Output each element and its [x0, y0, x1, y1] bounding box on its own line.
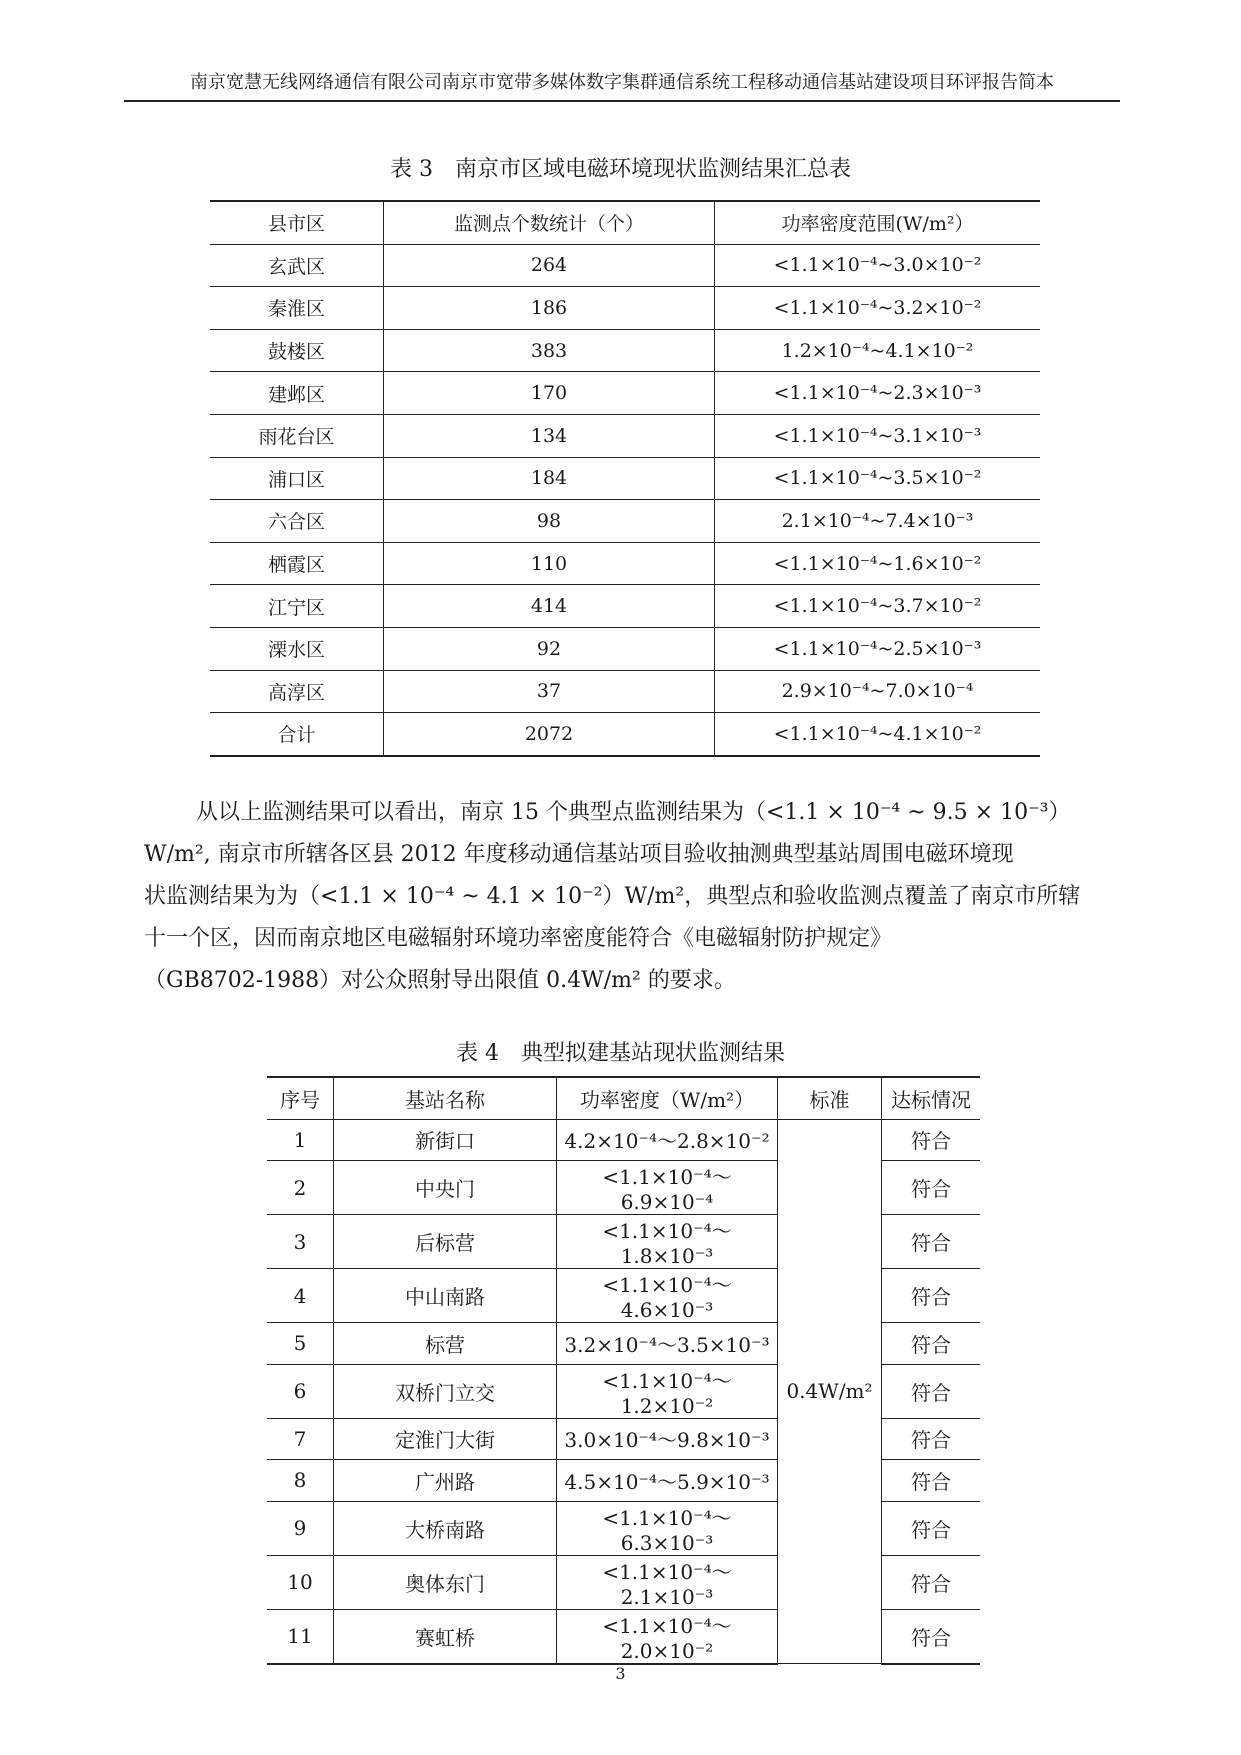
range-cell: 1.2×10⁻⁴~4.1×10⁻² [715, 329, 1041, 372]
status-cell: 符合 [882, 1555, 981, 1609]
range-cell: <1.1×10⁻⁴~3.1×10⁻³ [715, 414, 1041, 457]
base-station-monitoring-table [267, 1076, 980, 1665]
table-total-row [210, 713, 1040, 756]
range-cell: <1.1×10⁻⁴~3.5×10⁻² [715, 457, 1041, 500]
station-name-cell: 标营 [334, 1323, 557, 1365]
district-cell: 栖霞区 [210, 542, 384, 585]
paragraph-line: （GB8702-1988）对公众照射导出限值 0.4W/m² 的要求。 [144, 968, 736, 993]
station-name-cell: 中央门 [334, 1161, 557, 1215]
count-cell: 170 [384, 372, 715, 415]
column-header: 达标情况 [882, 1077, 981, 1119]
column-header: 序号 [267, 1077, 334, 1119]
range-cell: <1.1×10⁻⁴~3.7×10⁻² [715, 585, 1041, 628]
index-cell: 6 [267, 1364, 334, 1418]
station-name-cell: 广州路 [334, 1460, 557, 1502]
status-cell: 符合 [882, 1418, 981, 1460]
page-number: 3 [615, 1664, 626, 1683]
table-row [210, 329, 1040, 372]
status-cell: 符合 [882, 1501, 981, 1555]
district-cell: 建邺区 [210, 372, 384, 415]
range-cell: <1.1×10⁻⁴~2.5×10⁻³ [715, 627, 1041, 670]
density-cell: <1.1×10⁻⁴～6.3×10⁻³ [557, 1501, 778, 1555]
range-cell: <1.1×10⁻⁴~1.6×10⁻² [715, 542, 1041, 585]
station-name-cell: 奥体东门 [334, 1555, 557, 1609]
status-cell: 符合 [882, 1609, 981, 1664]
district-cell: 溧水区 [210, 627, 384, 670]
conclusion-paragraph [144, 792, 1106, 1002]
density-cell: 4.5×10⁻⁴～5.9×10⁻³ [557, 1460, 778, 1502]
density-cell: 3.0×10⁻⁴～9.8×10⁻³ [557, 1418, 778, 1460]
index-cell: 10 [267, 1555, 334, 1609]
district-cell: 高淳区 [210, 670, 384, 713]
column-header: 标准 [778, 1077, 882, 1119]
table-row [210, 500, 1040, 543]
status-cell: 符合 [882, 1269, 981, 1323]
table-row [210, 670, 1040, 713]
column-header: 监测点个数统计（个） [384, 201, 715, 244]
column-header: 县市区 [210, 201, 384, 244]
range-cell: <1.1×10⁻⁴~4.1×10⁻² [715, 713, 1041, 756]
count-cell: 92 [384, 627, 715, 670]
count-cell: 2072 [384, 713, 715, 756]
table-row [210, 457, 1040, 500]
district-monitoring-table [210, 200, 1040, 757]
column-header: 功率密度（W/m²） [557, 1077, 778, 1119]
count-cell: 110 [384, 542, 715, 585]
paragraph-line: W/m², 南京市所辖各区县 2012 年度移动通信基站项目验收抽测典型基站周围电磁环境现 [144, 842, 1014, 867]
table-row [210, 414, 1040, 457]
count-cell: 383 [384, 329, 715, 372]
district-cell: 雨花台区 [210, 414, 384, 457]
status-cell: 符合 [882, 1161, 981, 1215]
density-cell: <1.1×10⁻⁴～4.6×10⁻³ [557, 1269, 778, 1323]
index-cell: 4 [267, 1269, 334, 1323]
district-cell: 秦淮区 [210, 287, 384, 330]
index-cell: 8 [267, 1460, 334, 1502]
density-cell: <1.1×10⁻⁴～2.0×10⁻² [557, 1609, 778, 1664]
table-header-row [267, 1077, 980, 1119]
status-cell: 符合 [882, 1460, 981, 1502]
table-row [210, 542, 1040, 585]
station-name-cell: 大桥南路 [334, 1501, 557, 1555]
index-cell: 11 [267, 1609, 334, 1664]
column-header: 功率密度范围(W/m²） [715, 201, 1041, 244]
station-name-cell: 定淮门大街 [334, 1418, 557, 1460]
table-row [210, 287, 1040, 330]
status-cell: 符合 [882, 1323, 981, 1365]
index-cell: 3 [267, 1215, 334, 1269]
count-cell: 264 [384, 244, 715, 287]
station-name-cell: 双桥门立交 [334, 1364, 557, 1418]
range-cell: <1.1×10⁻⁴~3.0×10⁻² [715, 244, 1041, 287]
count-cell: 134 [384, 414, 715, 457]
density-cell: <1.1×10⁻⁴～1.8×10⁻³ [557, 1215, 778, 1269]
count-cell: 184 [384, 457, 715, 500]
index-cell: 5 [267, 1323, 334, 1365]
density-cell: 4.2×10⁻⁴～2.8×10⁻² [557, 1119, 778, 1161]
density-cell: <1.1×10⁻⁴～6.9×10⁻⁴ [557, 1161, 778, 1215]
station-name-cell: 后标营 [334, 1215, 557, 1269]
index-cell: 1 [267, 1119, 334, 1161]
range-cell: <1.1×10⁻⁴~3.2×10⁻² [715, 287, 1041, 330]
paragraph-line: 状监测结果为为（<1.1 × 10⁻⁴ ~ 4.1 × 10⁻²）W/m²，典型点和验收监测点覆盖了南京市所辖 [144, 884, 1081, 909]
table-header-row [210, 201, 1040, 244]
status-cell: 符合 [882, 1215, 981, 1269]
status-cell: 符合 [882, 1364, 981, 1418]
density-cell: <1.1×10⁻⁴～1.2×10⁻² [557, 1364, 778, 1418]
index-cell: 9 [267, 1501, 334, 1555]
count-cell: 37 [384, 670, 715, 713]
density-cell: <1.1×10⁻⁴～2.1×10⁻³ [557, 1555, 778, 1609]
district-cell: 鼓楼区 [210, 329, 384, 372]
district-cell: 合计 [210, 713, 384, 756]
station-name-cell: 新街口 [334, 1119, 557, 1161]
station-name-cell: 赛虹桥 [334, 1609, 557, 1664]
index-cell: 7 [267, 1418, 334, 1460]
table-row [267, 1119, 980, 1161]
standard-cell: 0.4W/m² [778, 1119, 882, 1664]
district-cell: 江宁区 [210, 585, 384, 628]
density-cell: 3.2×10⁻⁴～3.5×10⁻³ [557, 1323, 778, 1365]
table-row [210, 585, 1040, 628]
range-cell: 2.1×10⁻⁴~7.4×10⁻³ [715, 500, 1041, 543]
range-cell: 2.9×10⁻⁴~7.0×10⁻⁴ [715, 670, 1041, 713]
count-cell: 414 [384, 585, 715, 628]
index-cell: 2 [267, 1161, 334, 1215]
paragraph-line: 从以上监测结果可以看出，南京 15 个典型点监测结果为（<1.1 × 10⁻⁴ ~ 9.5 × 10⁻³） [196, 800, 1071, 825]
table3-caption: 表 3 南京市区域电磁环境现状监测结果汇总表 [390, 157, 851, 182]
district-cell: 六合区 [210, 500, 384, 543]
count-cell: 98 [384, 500, 715, 543]
district-cell: 玄武区 [210, 244, 384, 287]
paragraph-line: 十一个区，因而南京地区电磁辐射环境功率密度能符合《电磁辐射防护规定》 [144, 926, 893, 951]
district-cell: 浦口区 [210, 457, 384, 500]
table-row [210, 627, 1040, 670]
column-header: 基站名称 [334, 1077, 557, 1119]
station-name-cell: 中山南路 [334, 1269, 557, 1323]
table4-caption: 表 4 典型拟建基站现状监测结果 [456, 1041, 785, 1066]
status-cell: 符合 [882, 1119, 981, 1161]
table-row [210, 244, 1040, 287]
range-cell: <1.1×10⁻⁴~2.3×10⁻³ [715, 372, 1041, 415]
table-row [210, 372, 1040, 415]
count-cell: 186 [384, 287, 715, 330]
running-header: 南京宽慧无线网络通信有限公司南京市宽带多媒体数字集群通信系统工程移动通信基站建设项目环评报告简本 [124, 70, 1120, 102]
